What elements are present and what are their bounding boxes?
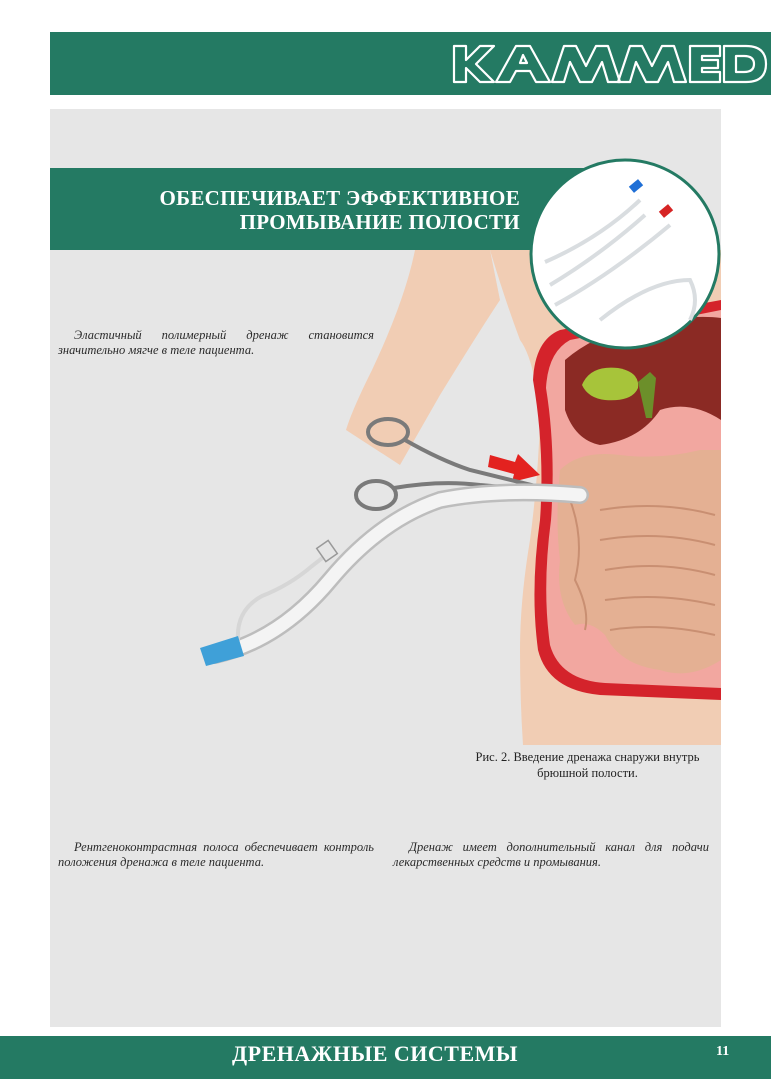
footer-title: ДРЕНАЖНЫЕ СИСТЕМЫ xyxy=(232,1041,518,1066)
footer-bar xyxy=(0,1036,771,1079)
page-number: 11 xyxy=(716,1044,730,1059)
paragraph-extra-channel-text: Дренаж имеет дополнительный канал для подачи лекарственных средств и промывания. xyxy=(393,840,709,869)
section-title-line-2: ПРОМЫВАНИЕ ПОЛОСТИ xyxy=(239,210,520,234)
paragraph-radiopaque-text: Рентгеноконтрастная полоса обеспечивает контроль положения дренажа в теле пациента. xyxy=(58,840,374,869)
paragraph-radiopaque xyxy=(58,840,374,870)
paragraph-extra-channel xyxy=(393,840,709,870)
paragraph-elastic-text: Эластичный полимерный дренаж становится значительно мягче в теле пациента. xyxy=(58,328,374,357)
paragraph-elastic xyxy=(58,328,374,358)
section-title-line-1: ОБЕСПЕЧИВАЕТ ЭФФЕКТИВНОЕ xyxy=(159,186,520,210)
figure-caption: Рис. 2. Введение дренажа снаружи внутрь брюшной полости. xyxy=(475,750,700,780)
